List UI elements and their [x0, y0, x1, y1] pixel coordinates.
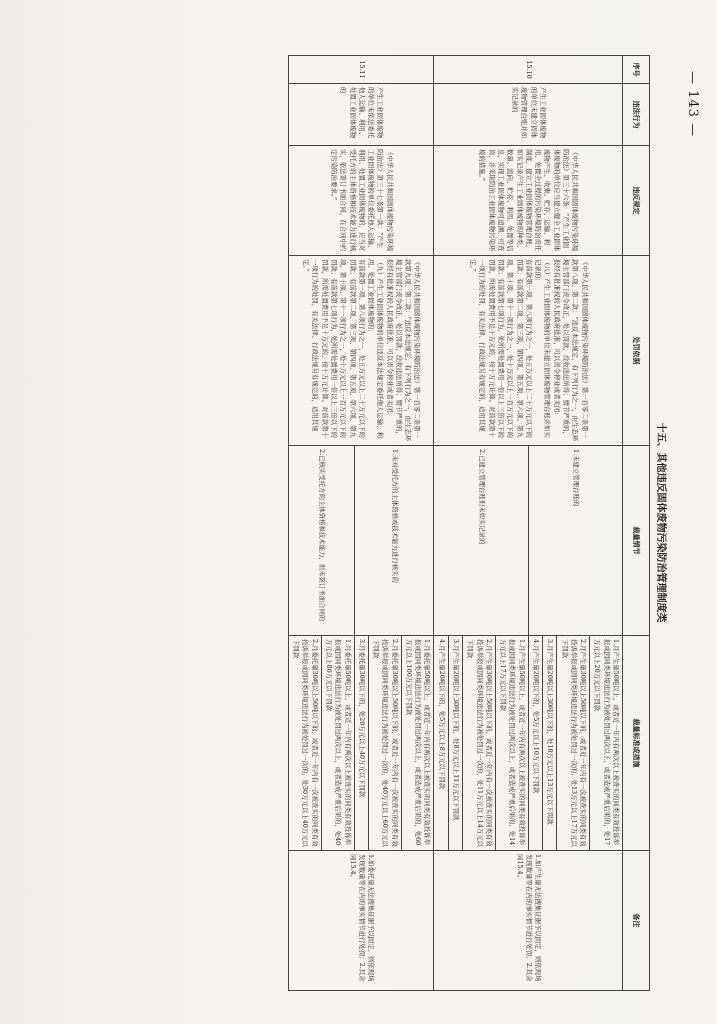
- standard-cell: 3.月产生量20吨以上30吨以下的，处8万元以上11万元以下罚款: [448, 636, 462, 851]
- circumstance-cell: 2.已建立管理台账但未如实记录的: [434, 446, 528, 636]
- standard-cell: 1.月产生量50吨以上，或者近一年内有两次以上被查实的同类有效投诉举报或因同类环境违法行为被处罚过两次以上，或者造成严重后果的，处17万元以上20万元以下罚款: [590, 636, 623, 851]
- standard-cell: 3.月产生量20吨以上30吨以下的，处10万元以上13万元以下罚款: [543, 636, 557, 851]
- standard-cell: 3.月委托量30吨以下的，处20万元以上40万元以下罚款: [354, 636, 368, 851]
- basis-paragraph: 《中华人民共和国固体废物污染环境防治法》第一百零二条第一款第九项、第二款：“违反本法规定，有下列行为之一，由生态环境主管部门责令改正，处以罚款，没收违法所得；情节严重的，报经有批准权的人民政府批准，可以责令停业或者关闭：: [385, 259, 422, 442]
- row-regulation: 《中华人民共和国固体废物污染环境防治法》第三十六条：“产生工业固体废物的单位应当建立健全工业固体废物产生、收集、贮存、运输、利用、处置全过程的污染环境防治责任制度，建立工业固体废物管理台账，如实记录产生工业固体废物的种类、数量、流向、贮存、利用、处置等信息，实现工业固体废物可追溯、可查询，并采取防治工业固体废物污染环境的措施。”: [434, 146, 623, 256]
- rotated-page: [50, 55, 670, 990]
- row-seq: 15.10: [434, 56, 623, 84]
- standard-cell: 1.月产生量50吨以上，或者近一年内有两次以上被查实的同类有效投诉举报或因同类环境违法行为被处罚过两次以上，或者造成严重后果的，处14万元以上17万元以下罚款: [495, 636, 528, 851]
- standard-cell: 4.月产生量20吨以下的，处5万元以上8万元以下罚款: [434, 636, 448, 851]
- table-row: [401, 56, 434, 991]
- table-header-row: [623, 56, 650, 991]
- row-remarks: 1.如委托量无法搜集证据予以固定，则依现场发现数量等在内的事实情节进行处罚；2.其余同15.4。: [288, 851, 434, 991]
- section-title: 十五、其他违反固体废物污染防治管理制度类: [655, 422, 666, 623]
- row-basis: [288, 256, 434, 446]
- standard-cell: 2.月委托量30吨以上50吨以下的，或者近一年内有一次被查实的同类有效投诉举报或因同类环境违法行为被处罚过一次的，处30万元以上40万元以下罚款: [288, 636, 321, 851]
- row-basis: [434, 256, 623, 446]
- basis-paragraph: 有前款第一项、第八项行为之一，处五万元以上二十万元以下的罚款；有前款第二项、第三项、第四项、第五项、第六项、第九项、第十项、第十一项行为之一，处十万元以上一百万元以下的罚款；有前款第七项行为，处所需处置费用一倍以上三倍以下的罚款，所需处置费用不足十万元的，按十万元计算。对前款第十一项行为的处罚，有关法律、行政法规另有规定的，适用其规定。”: [469, 259, 533, 438]
- header-regulation: 违反规定: [623, 146, 650, 256]
- standard-cell: 2.月产生量30吨以上50吨以下的，或者近一年内有一次被查实的同类有效投诉举报或因同类环境违法行为被处罚过一次的，处11万元以上14万元以下罚款: [463, 636, 496, 851]
- standard-cell: 4.月产生量20吨以下的，处5万元以上10万元以下罚款: [528, 636, 542, 851]
- header-seq: 序号: [623, 56, 650, 84]
- circumstance-cell: 1.未建立管理台账的: [528, 446, 622, 636]
- circumstance-cell: 1.未对受托方的主体资格或技术能力进行核实的: [354, 446, 434, 636]
- row-seq: 15.11: [288, 56, 434, 84]
- header-remarks: 备注: [623, 851, 650, 991]
- row-regulation: 《中华人民共和国固体废物污染环境防治法》第三十七条第一款：“产生工业固体废物的单位委托他人运输、利用、处置工业固体废物的，应当对受托方的主体资格和技术能力进行核实，依法签订书面合同，在合同中约定污染防治要求。”: [288, 146, 434, 256]
- row-violation: 产生工业固体废物的单位未建立固体废物管理台账并如实记录的: [434, 84, 623, 146]
- basis-paragraph: 《中华人民共和国固体废物污染环境防治法》第一百零二条第一款第八项、第二款：“违反本法规定，有下列行为之一，由生态环境主管部门责令改正，处以罚款，没收违法所得；情节严重的，报经有批准权的人民政府批准，可以责令停业或者关闭：: [552, 259, 589, 442]
- standard-cell: 2.月委托量30吨以上50吨以下的，或者近一年内有一次被查实的同类有效投诉举报或因同类环境违法行为被处罚过一次的，处40万元以上60万元以下罚款: [368, 636, 401, 851]
- standard-cell: 2.月产生量30吨以上50吨以下的，或者近一年内有一次被查实的同类有效投诉举报或因同类环境违法行为被处罚过一次的，处13万元以上17万元以下罚款: [557, 636, 590, 851]
- basis-paragraph: （九）产生工业固体废物的单位违反本法规定委托他人运输、利用、处置工业固体废物的；: [367, 259, 385, 438]
- header-violation: 违法行为: [623, 84, 650, 146]
- standard-cell: 1.月委托量50吨以上，或者近一年内有两次以上被查实的同类有效投诉举报或因同类环境违法行为被处罚过两次以上，或者造成严重后果的，处60万元以上100万元以下罚款: [401, 636, 434, 851]
- header-basis: 处罚依据: [623, 256, 650, 446]
- page-number: — 143 —: [685, 70, 700, 138]
- header-circumstance: 裁量情节: [623, 446, 650, 636]
- row-violation: 产生工业固体废物的单位未依法委托他人运输、利用、处置工业固体废物的: [288, 84, 434, 146]
- header-standard: 裁量标准或措施: [623, 636, 650, 851]
- standard-cell: 1.月委托量50吨以上，或者近一年内有两次以上被查实的同类有效投诉举报或因同类环境违法行为被处罚过两次以上，或者造成严重后果的，处40万元以上80万元以下罚款: [321, 636, 354, 851]
- row-remarks: 1.如产生量无法搜集证据予以固定，则依现场发现数量等在内的事实情节进行处罚；2.其余同15.4。: [434, 851, 623, 991]
- table-row: [590, 56, 623, 991]
- circumstance-cell: 2.已核实受托方的主体资格和技术能力，但未签订书面合同的: [288, 446, 354, 636]
- basis-paragraph: 有前款第一项、第八项行为之一，处五万元以上二十万元以下的罚款；有前款第二项、第三项、第四项、第五项、第六项、第九项、第十项、第十一项行为之一，处十万元以上一百万元以下的罚款；有前款第七项行为，处所需处置费用一倍以上三倍以下的罚款，所需处置费用不足十万元的，按十万元计算。对前款第十一项行为的处罚，有关法律、行政法规另有规定的，适用其规定。”: [302, 259, 366, 438]
- penalty-table: [288, 55, 650, 991]
- basis-paragraph: （八）产生工业固体废物的单位未建立固体废物管理台账并如实记录的；: [534, 259, 552, 438]
